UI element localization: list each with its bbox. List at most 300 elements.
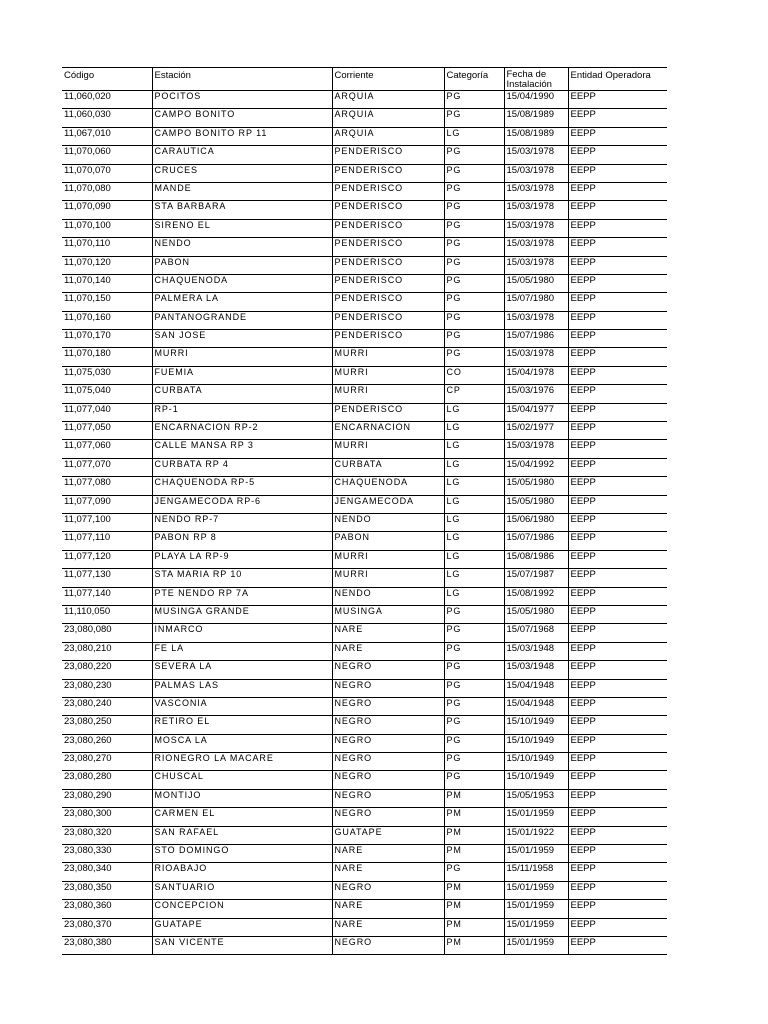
table-row (62, 734, 667, 752)
cell-fecha: 15/04/1990 (504, 91, 568, 109)
cell-estacion: INMARCO (152, 624, 332, 642)
cell-fecha: 15/03/1976 (504, 385, 568, 403)
cell-estacion: FUEMIA (152, 366, 332, 384)
cell-categoria: PG (444, 605, 504, 623)
cell-corriente: ARQUIA (332, 109, 444, 127)
header-row (62, 68, 667, 91)
table-row (62, 256, 667, 274)
cell-categoria: PG (444, 330, 504, 348)
cell-estacion: SEVERA LA (152, 661, 332, 679)
cell-estacion: CONCEPCION (152, 900, 332, 918)
cell-estacion: MUSINGA GRANDE (152, 605, 332, 623)
cell-entidad: EEPP (568, 513, 667, 531)
cell-codigo: 11,077,090 (62, 495, 152, 513)
table-row (62, 863, 667, 881)
cell-categoria: LG (444, 495, 504, 513)
cell-entidad: EEPP (568, 918, 667, 936)
cell-entidad: EEPP (568, 605, 667, 623)
cell-categoria: PG (444, 91, 504, 109)
cell-fecha: 15/03/1978 (504, 256, 568, 274)
cell-corriente: NEGRO (332, 808, 444, 826)
cell-entidad: EEPP (568, 771, 667, 789)
cell-fecha: 15/08/1989 (504, 127, 568, 145)
cell-corriente: MURRI (332, 366, 444, 384)
cell-corriente: NEGRO (332, 716, 444, 734)
cell-codigo: 11,077,130 (62, 569, 152, 587)
cell-codigo: 23,080,330 (62, 845, 152, 863)
cell-estacion: STO DOMINGO (152, 845, 332, 863)
cell-corriente: PENDERISCO (332, 146, 444, 164)
cell-entidad: EEPP (568, 256, 667, 274)
cell-categoria: LG (444, 550, 504, 568)
cell-categoria: PG (444, 164, 504, 182)
cell-categoria: CO (444, 366, 504, 384)
cell-categoria: LG (444, 477, 504, 495)
cell-categoria: PM (444, 826, 504, 844)
cell-categoria: PM (444, 808, 504, 826)
cell-fecha: 15/04/1978 (504, 366, 568, 384)
cell-categoria: PM (444, 845, 504, 863)
cell-entidad: EEPP (568, 477, 667, 495)
cell-fecha: 15/10/1949 (504, 771, 568, 789)
cell-entidad: EEPP (568, 900, 667, 918)
cell-fecha: 15/03/1978 (504, 348, 568, 366)
cell-entidad: EEPP (568, 808, 667, 826)
table-row (62, 716, 667, 734)
cell-fecha: 15/01/1959 (504, 936, 568, 954)
cell-fecha: 15/04/1977 (504, 403, 568, 421)
cell-entidad: EEPP (568, 311, 667, 329)
cell-categoria: PG (444, 697, 504, 715)
cell-entidad: EEPP (568, 109, 667, 127)
cell-estacion: RP-1 (152, 403, 332, 421)
cell-categoria: CP (444, 385, 504, 403)
cell-corriente: JENGAMECODA (332, 495, 444, 513)
table-row (62, 440, 667, 458)
table-row (62, 587, 667, 605)
cell-codigo: 23,080,350 (62, 881, 152, 899)
cell-estacion: PLAYA LA RP-9 (152, 550, 332, 568)
cell-estacion: SAN RAFAEL (152, 826, 332, 844)
cell-fecha: 15/04/1948 (504, 697, 568, 715)
table-row (62, 495, 667, 513)
cell-fecha: 15/01/1959 (504, 918, 568, 936)
cell-codigo: 11,077,060 (62, 440, 152, 458)
cell-categoria: PG (444, 679, 504, 697)
cell-codigo: 23,080,250 (62, 716, 152, 734)
cell-fecha: 15/11/1958 (504, 863, 568, 881)
cell-estacion: POCITOS (152, 91, 332, 109)
cell-fecha: 15/03/1978 (504, 440, 568, 458)
cell-estacion: CHUSCAL (152, 771, 332, 789)
cell-categoria: PG (444, 771, 504, 789)
cell-corriente: PENDERISCO (332, 403, 444, 421)
cell-estacion: GUATAPE (152, 918, 332, 936)
cell-estacion: NENDO RP-7 (152, 513, 332, 531)
cell-corriente: NEGRO (332, 753, 444, 771)
cell-categoria: PM (444, 918, 504, 936)
cell-categoria: LG (444, 127, 504, 145)
cell-corriente: NARE (332, 845, 444, 863)
cell-entidad: EEPP (568, 734, 667, 752)
header-codigo: Código (62, 68, 152, 91)
cell-codigo: 11,070,140 (62, 274, 152, 292)
cell-entidad: EEPP (568, 91, 667, 109)
header-entidad-operadora: Entidad Operadora (568, 68, 667, 91)
cell-corriente: MURRI (332, 348, 444, 366)
table-row (62, 146, 667, 164)
cell-codigo: 23,080,240 (62, 697, 152, 715)
table-row (62, 238, 667, 256)
cell-entidad: EEPP (568, 422, 667, 440)
cell-corriente: MURRI (332, 550, 444, 568)
cell-entidad: EEPP (568, 495, 667, 513)
cell-estacion: RIONEGRO LA MACARE (152, 753, 332, 771)
cell-categoria: PG (444, 716, 504, 734)
cell-fecha: 15/05/1980 (504, 274, 568, 292)
cell-codigo: 11,070,160 (62, 311, 152, 329)
cell-entidad: EEPP (568, 348, 667, 366)
cell-codigo: 11,077,080 (62, 477, 152, 495)
cell-codigo: 11,077,040 (62, 403, 152, 421)
cell-codigo: 11,110,050 (62, 605, 152, 623)
header-categoria: Categoría (444, 68, 504, 91)
cell-categoria: PG (444, 238, 504, 256)
cell-codigo: 23,080,370 (62, 918, 152, 936)
cell-corriente: PENDERISCO (332, 311, 444, 329)
cell-entidad: EEPP (568, 679, 667, 697)
table-row (62, 826, 667, 844)
table-row (62, 936, 667, 954)
table-row (62, 605, 667, 623)
cell-estacion: ENCARNACION RP-2 (152, 422, 332, 440)
cell-estacion: VASCONIA (152, 697, 332, 715)
cell-corriente: CURBATA (332, 458, 444, 476)
cell-codigo: 11,070,110 (62, 238, 152, 256)
cell-fecha: 15/03/1978 (504, 146, 568, 164)
cell-entidad: EEPP (568, 219, 667, 237)
cell-corriente: NARE (332, 642, 444, 660)
cell-fecha: 15/04/1992 (504, 458, 568, 476)
cell-codigo: 23,080,270 (62, 753, 152, 771)
cell-entidad: EEPP (568, 293, 667, 311)
cell-entidad: EEPP (568, 661, 667, 679)
cell-corriente: PENDERISCO (332, 201, 444, 219)
cell-fecha: 15/07/1987 (504, 569, 568, 587)
cell-corriente: NEGRO (332, 697, 444, 715)
cell-corriente: MURRI (332, 569, 444, 587)
cell-codigo: 11,070,150 (62, 293, 152, 311)
cell-fecha: 15/10/1949 (504, 734, 568, 752)
cell-estacion: SANTUARIO (152, 881, 332, 899)
cell-corriente: ARQUIA (332, 127, 444, 145)
table-row (62, 477, 667, 495)
cell-corriente: PENDERISCO (332, 293, 444, 311)
cell-fecha: 15/08/1992 (504, 587, 568, 605)
table-row (62, 311, 667, 329)
cell-corriente: PENDERISCO (332, 274, 444, 292)
table-row (62, 569, 667, 587)
cell-corriente: ARQUIA (332, 91, 444, 109)
table-row (62, 900, 667, 918)
cell-entidad: EEPP (568, 697, 667, 715)
table-row (62, 624, 667, 642)
cell-entidad: EEPP (568, 201, 667, 219)
cell-codigo: 11,077,110 (62, 532, 152, 550)
cell-estacion: CARAUTICA (152, 146, 332, 164)
cell-codigo: 11,077,120 (62, 550, 152, 568)
cell-fecha: 15/03/1978 (504, 201, 568, 219)
table-row (62, 274, 667, 292)
cell-fecha: 15/07/1986 (504, 330, 568, 348)
cell-entidad: EEPP (568, 385, 667, 403)
cell-entidad: EEPP (568, 182, 667, 200)
table-row (62, 91, 667, 109)
cell-estacion: SAN JOSE (152, 330, 332, 348)
cell-estacion: CURBATA (152, 385, 332, 403)
cell-codigo: 23,080,380 (62, 936, 152, 954)
cell-corriente: PENDERISCO (332, 330, 444, 348)
cell-codigo: 11,077,140 (62, 587, 152, 605)
table-row (62, 164, 667, 182)
cell-estacion: CALLE MANSA RP 3 (152, 440, 332, 458)
table-row (62, 403, 667, 421)
cell-entidad: EEPP (568, 164, 667, 182)
table-row (62, 845, 667, 863)
cell-corriente: NEGRO (332, 771, 444, 789)
cell-estacion: SIRENO EL (152, 219, 332, 237)
cell-corriente: MURRI (332, 440, 444, 458)
cell-estacion: PALMAS LAS (152, 679, 332, 697)
cell-corriente: MURRI (332, 385, 444, 403)
cell-corriente: NEGRO (332, 881, 444, 899)
cell-estacion: PANTANOGRANDE (152, 311, 332, 329)
table-row (62, 201, 667, 219)
cell-categoria: PM (444, 881, 504, 899)
cell-fecha: 15/03/1978 (504, 311, 568, 329)
cell-codigo: 23,080,360 (62, 900, 152, 918)
cell-corriente: PENDERISCO (332, 256, 444, 274)
header-estacion: Estación (152, 68, 332, 91)
cell-estacion: CHAQUENODA (152, 274, 332, 292)
cell-entidad: EEPP (568, 550, 667, 568)
cell-codigo: 11,077,050 (62, 422, 152, 440)
table-row (62, 789, 667, 807)
cell-categoria: PG (444, 201, 504, 219)
cell-codigo: 23,080,340 (62, 863, 152, 881)
cell-categoria: PG (444, 146, 504, 164)
cell-fecha: 15/01/1959 (504, 808, 568, 826)
cell-fecha: 15/08/1989 (504, 109, 568, 127)
cell-codigo: 11,067,010 (62, 127, 152, 145)
cell-codigo: 11,060,030 (62, 109, 152, 127)
cell-codigo: 23,080,210 (62, 642, 152, 660)
cell-categoria: PG (444, 753, 504, 771)
cell-entidad: EEPP (568, 238, 667, 256)
table-row (62, 182, 667, 200)
cell-entidad: EEPP (568, 440, 667, 458)
cell-entidad: EEPP (568, 274, 667, 292)
cell-entidad: EEPP (568, 624, 667, 642)
cell-corriente: NEGRO (332, 679, 444, 697)
cell-estacion: CHAQUENODA RP-5 (152, 477, 332, 495)
cell-estacion: CURBATA RP 4 (152, 458, 332, 476)
cell-estacion: PTE NENDO RP 7A (152, 587, 332, 605)
table-row (62, 881, 667, 899)
cell-fecha: 15/05/1980 (504, 605, 568, 623)
cell-estacion: SAN VICENTE (152, 936, 332, 954)
cell-estacion: RIOABAJO (152, 863, 332, 881)
table-row (62, 697, 667, 715)
cell-categoria: PG (444, 642, 504, 660)
cell-fecha: 15/03/1978 (504, 182, 568, 200)
cell-fecha: 15/01/1959 (504, 881, 568, 899)
cell-fecha: 15/08/1986 (504, 550, 568, 568)
table-row (62, 679, 667, 697)
cell-entidad: EEPP (568, 881, 667, 899)
header-fecha-instalacion: Fecha de Instalación (504, 68, 568, 91)
cell-corriente: PENDERISCO (332, 182, 444, 200)
cell-entidad: EEPP (568, 458, 667, 476)
cell-entidad: EEPP (568, 789, 667, 807)
table-row (62, 127, 667, 145)
cell-codigo: 11,070,100 (62, 219, 152, 237)
cell-codigo: 23,080,230 (62, 679, 152, 697)
cell-codigo: 23,080,300 (62, 808, 152, 826)
cell-corriente: NENDO (332, 513, 444, 531)
cell-codigo: 11,075,040 (62, 385, 152, 403)
cell-categoria: PG (444, 182, 504, 200)
table-row (62, 109, 667, 127)
cell-entidad: EEPP (568, 863, 667, 881)
table-row (62, 918, 667, 936)
cell-entidad: EEPP (568, 936, 667, 954)
cell-estacion: MANDE (152, 182, 332, 200)
cell-categoria: LG (444, 458, 504, 476)
cell-entidad: EEPP (568, 753, 667, 771)
cell-corriente: NEGRO (332, 789, 444, 807)
table-row (62, 458, 667, 476)
cell-codigo: 11,060,020 (62, 91, 152, 109)
cell-fecha: 15/03/1978 (504, 219, 568, 237)
cell-categoria: PG (444, 274, 504, 292)
cell-corriente: NARE (332, 624, 444, 642)
table-row (62, 661, 667, 679)
cell-corriente: PENDERISCO (332, 164, 444, 182)
cell-entidad: EEPP (568, 146, 667, 164)
cell-fecha: 15/02/1977 (504, 422, 568, 440)
cell-corriente: NARE (332, 918, 444, 936)
cell-categoria: PG (444, 219, 504, 237)
cell-entidad: EEPP (568, 716, 667, 734)
cell-codigo: 11,070,080 (62, 182, 152, 200)
cell-corriente: NENDO (332, 587, 444, 605)
cell-categoria: PM (444, 789, 504, 807)
table-row (62, 293, 667, 311)
cell-entidad: EEPP (568, 532, 667, 550)
table-row (62, 532, 667, 550)
cell-estacion: FE LA (152, 642, 332, 660)
cell-entidad: EEPP (568, 330, 667, 348)
cell-estacion: MURRI (152, 348, 332, 366)
cell-corriente: GUATAPE (332, 826, 444, 844)
cell-categoria: PG (444, 348, 504, 366)
cell-fecha: 15/07/1980 (504, 293, 568, 311)
table-row (62, 808, 667, 826)
table-row (62, 330, 667, 348)
cell-corriente: NEGRO (332, 661, 444, 679)
cell-fecha: 15/03/1948 (504, 661, 568, 679)
cell-entidad: EEPP (568, 366, 667, 384)
cell-corriente: NARE (332, 900, 444, 918)
cell-corriente: CHAQUENODA (332, 477, 444, 495)
cell-estacion: PABON RP 8 (152, 532, 332, 550)
table-row (62, 642, 667, 660)
cell-codigo: 11,070,120 (62, 256, 152, 274)
cell-fecha: 15/05/1980 (504, 477, 568, 495)
cell-estacion: CRUCES (152, 164, 332, 182)
cell-codigo: 23,080,260 (62, 734, 152, 752)
cell-corriente: NEGRO (332, 936, 444, 954)
cell-categoria: LG (444, 532, 504, 550)
cell-estacion: RETIRO EL (152, 716, 332, 734)
cell-entidad: EEPP (568, 569, 667, 587)
cell-codigo: 23,080,320 (62, 826, 152, 844)
cell-codigo: 23,080,280 (62, 771, 152, 789)
cell-fecha: 15/05/1980 (504, 495, 568, 513)
cell-corriente: NEGRO (332, 734, 444, 752)
cell-corriente: ENCARNACION (332, 422, 444, 440)
table-row (62, 513, 667, 531)
cell-codigo: 11,070,070 (62, 164, 152, 182)
cell-fecha: 15/01/1959 (504, 845, 568, 863)
cell-corriente: NARE (332, 863, 444, 881)
cell-categoria: PM (444, 936, 504, 954)
cell-codigo: 11,070,170 (62, 330, 152, 348)
cell-categoria: LG (444, 440, 504, 458)
cell-categoria: LG (444, 403, 504, 421)
cell-categoria: LG (444, 422, 504, 440)
cell-categoria: PG (444, 734, 504, 752)
cell-corriente: PENDERISCO (332, 219, 444, 237)
cell-estacion: PALMERA LA (152, 293, 332, 311)
cell-corriente: PABON (332, 532, 444, 550)
table-row (62, 422, 667, 440)
table-row (62, 348, 667, 366)
cell-entidad: EEPP (568, 587, 667, 605)
cell-codigo: 23,080,080 (62, 624, 152, 642)
cell-fecha: 15/07/1986 (504, 532, 568, 550)
cell-codigo: 11,077,100 (62, 513, 152, 531)
cell-codigo: 11,070,180 (62, 348, 152, 366)
cell-categoria: LG (444, 513, 504, 531)
cell-fecha: 15/06/1980 (504, 513, 568, 531)
cell-entidad: EEPP (568, 127, 667, 145)
cell-estacion: STA BARBARA (152, 201, 332, 219)
cell-estacion: STA MARIA RP 10 (152, 569, 332, 587)
cell-categoria: PM (444, 900, 504, 918)
cell-codigo: 11,075,030 (62, 366, 152, 384)
cell-fecha: 15/03/1978 (504, 238, 568, 256)
cell-categoria: PG (444, 109, 504, 127)
cell-fecha: 15/10/1949 (504, 753, 568, 771)
cell-categoria: PG (444, 311, 504, 329)
cell-fecha: 15/03/1978 (504, 164, 568, 182)
cell-estacion: NENDO (152, 238, 332, 256)
stations-table (62, 67, 667, 955)
table-row (62, 385, 667, 403)
table-row (62, 753, 667, 771)
